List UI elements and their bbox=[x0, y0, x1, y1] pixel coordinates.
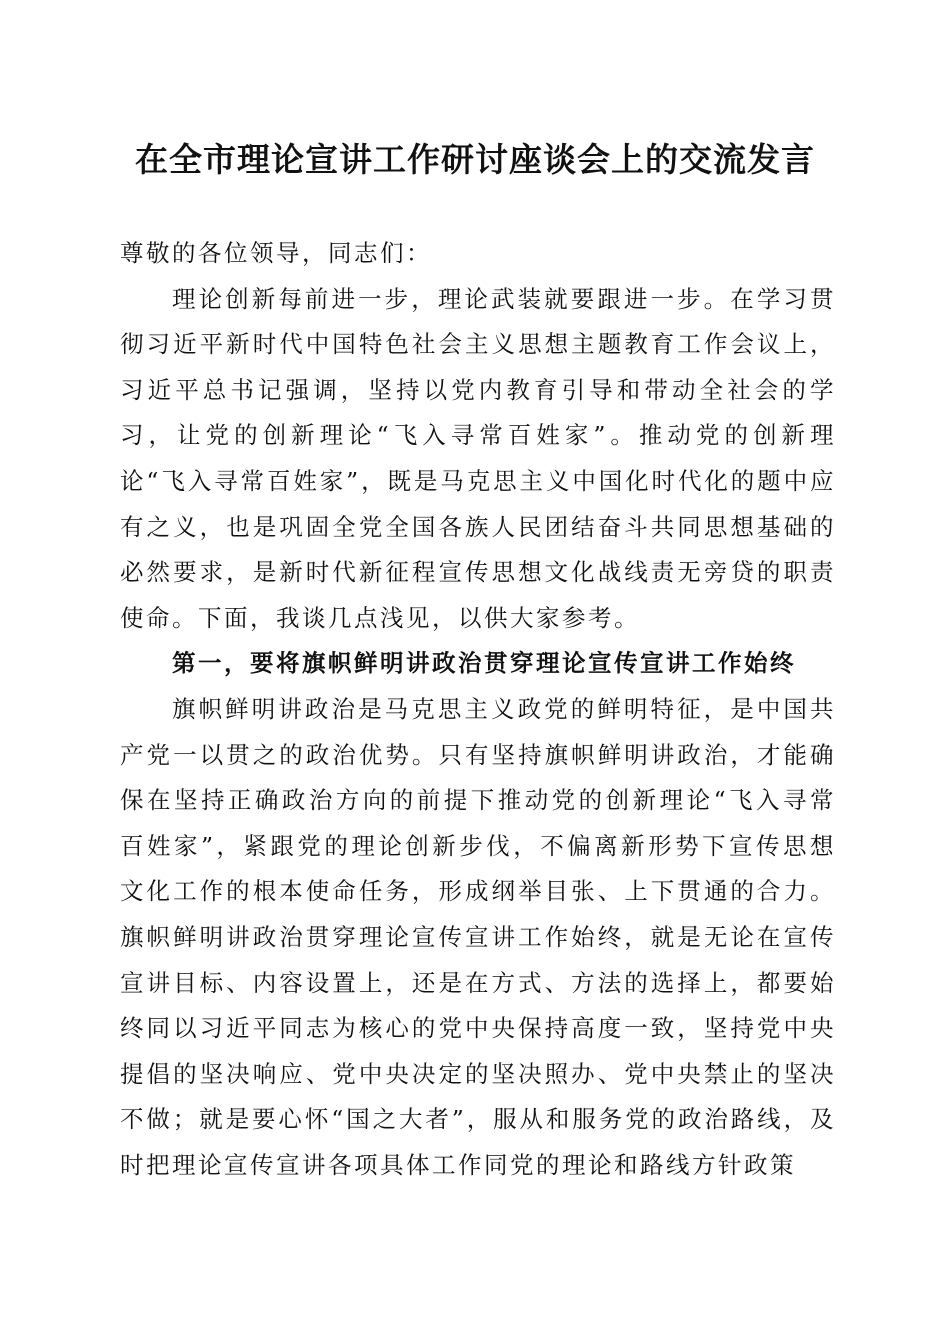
salutation: 尊敬的各位领导，同志们： bbox=[120, 239, 432, 267]
document-title: 在全市理论宣讲工作研讨座谈会上的交流发言 bbox=[135, 140, 815, 179]
paragraph-section-1: 旗帜鲜明讲政治是马克思主义政党的鲜明特征，是中国共产党一以贯之的政治优势。只有坚持旗帜鲜明讲政治，才能确保在坚持正确政治方向的前提下推动党的创新理论“飞入寻常百姓家”，紧跟党的理论创新步伐，不偏离新形势下宣传思想文化工作的根本使命任务，形成纲举目张、上下贯通的合力。旗帜鲜明讲政治贯穿理论宣传宣讲工作始终，就是无论在宣传宣讲目标、内容设置上，还是在方式、方法的选择上，都要始终同以习近平同志为核心的党中央保持高度一致，坚持党中央提倡的坚决响应、党中央决定的坚决照办、党中央禁止的坚决不做；就是要心怀“国之大者”，服从和服务党的政治路线，及时把理论宣传宣讲各项具体工作同党的理论和路线方针政策 bbox=[120, 694, 836, 1179]
paragraph-intro: 理论创新每前进一步，理论武装就要跟进一步。在学习贯彻习近平新时代中国特色社会主义思想主题教育工作会议上，习近平总书记强调，坚持以党内教育引导和带动全社会的学习，让党的创新理论“飞入寻常百姓家”。推动党的创新理论“飞入寻常百姓家”，既是马克思主义中国化时代化的题中应有之义，也是巩固全党全国各族人民团结奋斗共同思想基础的必然要求，是新时代新征程宣传思想文化战线责无旁贷的职责使命。下面，我谈几点浅见，以供大家参考。 bbox=[120, 284, 836, 632]
document-body bbox=[120, 231, 836, 1188]
section-heading-1: 第一，要将旗帜鲜明讲政治贯穿理论宣传宣讲工作始终 bbox=[172, 649, 796, 678]
